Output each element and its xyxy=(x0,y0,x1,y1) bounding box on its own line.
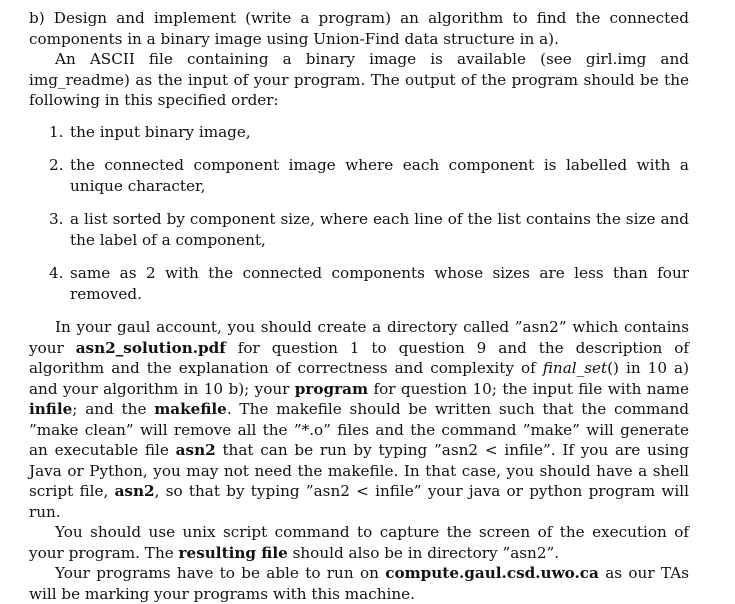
list-item-text: a list sorted by component size, where each line of the list contains the size and the label of a component, xyxy=(70,210,689,249)
list-item xyxy=(29,122,689,143)
text-run: Your programs have to be able to run on xyxy=(55,564,386,582)
script-name: asn2 xyxy=(114,482,155,500)
makefile-term: makefile xyxy=(154,400,227,418)
text-run: should also be in directory ”asn2”. xyxy=(287,543,560,562)
infile-term: infile xyxy=(29,400,73,418)
server-paragraph xyxy=(29,563,689,604)
text-run: that can be run by typing ”asn2 < infile”. If you are using Java or Python, you may not need the makefile. In that case, you should have a shell script file, xyxy=(29,441,689,500)
text-run: ; and the xyxy=(72,400,155,418)
list-item xyxy=(29,155,689,196)
assignment-text xyxy=(29,8,689,604)
script-paragraph xyxy=(29,522,689,563)
list-item-number: 1. xyxy=(49,122,64,141)
function-name: final_set xyxy=(542,359,608,377)
gaul-account-paragraph xyxy=(29,317,689,522)
list-item-text: the input binary image, xyxy=(70,122,251,141)
list-item-number: 4. xyxy=(49,264,64,282)
text-run: . The makefile should be written such that the command ”make clean” will remove all the ”*.o” files and the command ”make” will generate an executable file xyxy=(29,400,689,459)
text-run: In your gaul account, you should create a directory called ”asn2” which contains your xyxy=(29,318,689,357)
list-item-text: the connected component image where each component is labelled with a unique character, xyxy=(70,156,689,195)
list-item-number: 3. xyxy=(49,210,64,228)
text-run: as our TAs will be marking your programs with this machine. xyxy=(29,564,689,603)
list-item-number: 2. xyxy=(49,156,64,174)
solution-filename: asn2_solution.pdf xyxy=(75,338,226,357)
list-item-text: same as 2 with the connected components whose sizes are less than four removed. xyxy=(70,264,689,303)
output-list xyxy=(29,122,689,305)
text-run: () in 10 a) and your algorithm in 10 b); your xyxy=(29,359,689,398)
text-run: You should use unix script command to capture the screen of the execution of your program. The xyxy=(29,523,689,562)
server-hostname: compute.gaul.csd.uwo.ca xyxy=(385,564,599,582)
program-term: program xyxy=(294,379,369,398)
input-description: An ASCII file containing a binary image is available (see girl.img and img_readme) as the input of your program. The output of the program should be the following in this specified order: xyxy=(29,50,689,109)
part-b-heading: b) Design and implement (write a program) an algorithm to find the connected components in a binary image using Union-Find data structure in a). xyxy=(29,9,689,48)
list-item xyxy=(29,209,689,250)
executable-name: asn2 xyxy=(175,441,216,459)
resulting-file-term: resulting file xyxy=(178,543,288,562)
text-run: , so that by typing ”asn2 < infile” your java or python program will run. xyxy=(29,482,689,521)
list-item xyxy=(29,263,689,304)
text-run: for question 1 to question 9 and the description of algorithm and the explanation of correctness and complexity of xyxy=(29,338,689,377)
text-run: for question 10; the input file with name xyxy=(368,379,689,398)
